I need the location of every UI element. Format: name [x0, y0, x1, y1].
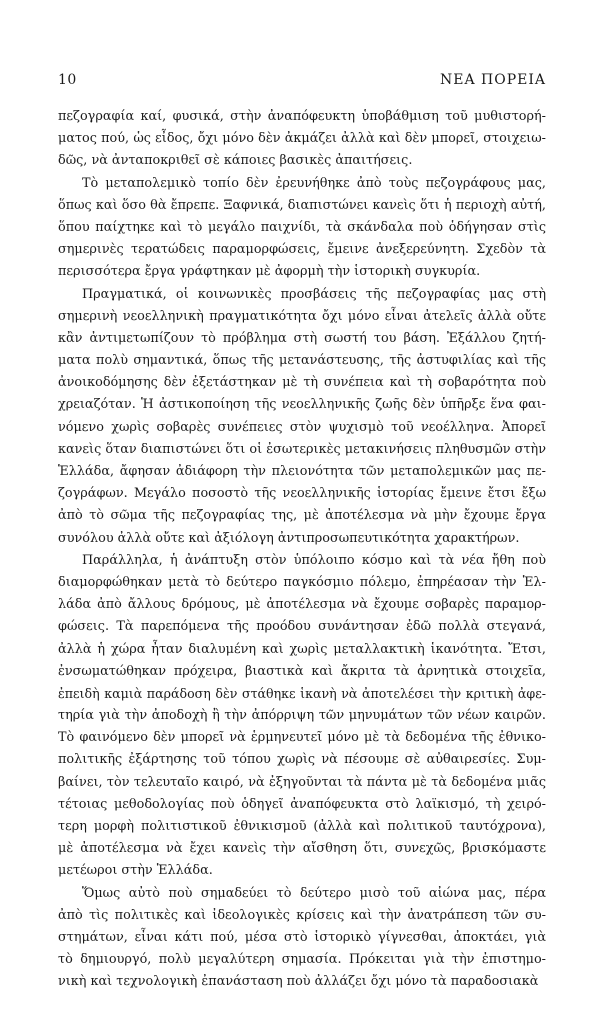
text-line: ἀλλὰ ἡ χώρα ἦταν διαλυμένη καὶ χωρὶς μεταλλακτικὴ ἱκανότητα. Ἔτσι, [58, 641, 546, 657]
journal-title: ΝΕΑ ΠΟΡΕΙΑ [440, 72, 546, 88]
text-line: σημερινὴ νεοελληνικὴ πραγματικότητα ὄχι μόνο εἶναι ἀτελεῖς ἀλλὰ οὔτε [58, 308, 546, 324]
text-line: τέτοιας μεθοδολογίας ποὺ ὁδηγεῖ ἀναπόφευκτα στὸ λαϊκισμό, τὴ χειρό- [58, 796, 546, 812]
text-line: τηρία γιὰ τὴν ἀποδοχὴ ἢ τὴν ἀπόρριψη τῶν μηνυμάτων τῶν νέων καιρῶν. [58, 708, 546, 724]
text-line: ἐνσωματώθηκαν πρόχειρα, βιαστικὰ καὶ ἄκριτα τὰ ἀρνητικὰ στοιχεῖα, [58, 663, 546, 679]
text-line: στημάτων, εἶναι κάτι πού, μέσα στὸ ἱστορικὸ γίγνεσθαι, ἀποκτάει, γιὰ [58, 929, 546, 945]
paragraph [58, 173, 546, 284]
text-line: κἂν ἀντιμετωπίζουν τὸ πρόβλημα στὴ σωστή του βάση. Ἐξάλλου ζητή- [58, 330, 546, 346]
paragraph [58, 106, 546, 173]
text-line: μετέωροι στὴν Ἑλλάδα. [58, 863, 213, 879]
text-line: πολιτικῆς ἐξάρτησης τοῦ τόπου χωρὶς νὰ πέσουμε σὲ αὐθαιρεσίες. Συμ- [58, 752, 546, 768]
text-line: ἐπειδὴ καμιὰ παράδοση δὲν στάθηκε ἱκανὴ νὰ ἀποτελέσει τὴν κριτικὴ ἀφε- [58, 685, 546, 701]
text-line: χρειαζόταν. Ἡ ἀστικοποίηση τῆς νεοελληνικῆς ζωῆς δὲν ὑπῆρξε ἕνα φαι- [58, 397, 546, 413]
text-line: μὲ ἀποτέλεσμα νὰ ἔχει κανεὶς τὴν αἴσθηση ὅτι, συνεχῶς, βρισκόμαστε [58, 841, 546, 857]
text-line: ζογράφων. Μεγάλο ποσοστὸ τῆς νεοελληνικῆς ἱστορίας ἔμεινε ἔτσι ἔξω [58, 486, 546, 502]
text-line: τερη μορφὴ πολιτιστικοῦ ἐθνικισμοῦ (ἀλλὰ καὶ πολιτικοῦ ταυτόχρονα), [58, 819, 546, 834]
text-line: ἀπὸ τὸ σῶμα τῆς πεζογραφίας της, μὲ ἀποτέλεσμα νὰ μὴν ἔχουμε ἔργα [58, 508, 546, 524]
text-line: Τὸ μεταπολεμικὸ τοπίο δὲν ἐρευνήθηκε ἀπὸ τοὺς πεζογράφους μας, [82, 175, 546, 191]
text-line: περισσότερα ἔργα γράφτηκαν μὲ ἀφορμὴ τὴν ἱστορικὴ συγκυρία. [58, 264, 481, 280]
text-line: ματα πολὺ σημαντικά, ὅπως τῆς μετανάστευσης, τῆς ἀστυφιλίας καὶ τῆς [58, 353, 546, 369]
text-line: ἀπὸ τὶς πολιτικὲς καὶ ἰδεολογικὲς κρίσεις καὶ τὴν ἀνατράπεση τῶν συ- [58, 907, 546, 923]
text-line: πεζογραφία καί, φυσικά, στὴν ἀναπόφευκτη ὑποβάθμιση τοῦ μυθιστορή- [58, 109, 546, 124]
body-text [58, 106, 546, 994]
text-line: ὅπως καὶ ὅσο θὰ ἔπρεπε. Ξαφνικά, διαπιστώνει κανεὶς ὅτι ἡ περιοχὴ αὐτή, [58, 197, 546, 213]
text-line: ἀνοικοδόμησης δὲν ἐξετάστηκαν μὲ τὴ συνέπεια καὶ τὴ σοβαρότητα ποὺ [58, 375, 546, 391]
paragraph [58, 284, 546, 550]
paragraph [58, 883, 546, 994]
text-line: τὸ δημιουργό, πολὺ μεγαλύτερη σημασία. Πρόκειται γιὰ τὴν ἐπιστημο- [58, 952, 546, 968]
text-line: συνόλου ἀλλὰ οὔτε καὶ ἀξιόλογη ἀντιπροσωπευτικότητα χαρακτήρων. [58, 530, 520, 546]
text-line: ματος πού, ὡς εἶδος, ὄχι μόνο δὲν ἀκμάζει ἀλλὰ καὶ δὲν μπορεῖ, στοιχειω- [58, 131, 546, 147]
text-line: διαμορφώθηκαν μετὰ τὸ δεύτερο παγκόσμιο πόλεμο, ἐπηρέασαν τὴν Ἑλ- [58, 574, 546, 590]
text-line: νόμενο χωρὶς σοβαρὲς συνέπειες στὸν ψυχισμὸ τοῦ νεοέλληνα. Ἀπορεῖ [58, 419, 546, 435]
running-head [58, 72, 546, 92]
text-line: ὅπου παίχτηκε καὶ τὸ μεγάλο παιχνίδι, τὰ σκάνδαλα ποὺ ὁδήγησαν στὶς [58, 219, 546, 235]
text-line: νικὴ καὶ τεχνολογικὴ ἐπανάσταση ποὺ ἀλλάζει ὄχι μόνο τὰ παραδοσιακὰ [58, 974, 539, 990]
text-line: Παράλληλα, ἡ ἀνάπτυξη στὸν ὑπόλοιπο κόσμο καὶ τὰ νέα ἤθη ποὺ [82, 552, 546, 568]
paragraph [58, 550, 546, 883]
text-line: σημερινὲς τερατώδεις παραμορφώσεις, ἔμεινε ἀνεξερεύνητη. Σχεδὸν τὰ [58, 242, 546, 258]
text-line: Τὸ φαινόμενο δὲν μπορεῖ νὰ ἑρμηνευτεῖ μόνο μὲ τὰ δεδομένα τῆς ἐθνικο- [58, 730, 546, 746]
text-line: φώσεις. Τὰ παρεπόμενα τῆς προόδου συνάντησαν ἐδῶ πολλὰ στεγανά, [58, 619, 546, 635]
page-number: 10 [58, 72, 77, 88]
text-line: Ὅμως αὐτὸ ποὺ σημαδεύει τὸ δεύτερο μισὸ τοῦ αἰώνα μας, πέρα [82, 885, 546, 901]
text-line: βαίνει, τὸν τελευταῖο καιρό, νὰ ἐξηγοῦνται τὰ πάντα μὲ τὰ δεδομένα μιᾶς [58, 774, 546, 790]
text-line: λάδα ἀπὸ ἄλλους δρόμους, μὲ ἀποτέλεσμα νὰ ἔχουμε σοβαρὲς παραμορ- [58, 597, 546, 613]
text-line: δῶς, νὰ ἀνταποκριθεῖ σὲ κάποιες βασικὲς ἀπαιτήσεις. [58, 153, 413, 169]
text-line: Ἑλλάδα, ἄφησαν ἀδιάφορη τὴν πλειονότητα τῶν μεταπολεμικῶν μας πε- [58, 464, 546, 479]
text-line: Πραγματικά, οἱ κοινωνικὲς προσβάσεις τῆς πεζογραφίας μας στὴ [82, 286, 546, 302]
text-line: κανεὶς ὅταν διαπιστώνει ὅτι οἱ ἐσωτερικὲς μετακινήσεις πληθυσμῶν στὴν [58, 441, 546, 457]
